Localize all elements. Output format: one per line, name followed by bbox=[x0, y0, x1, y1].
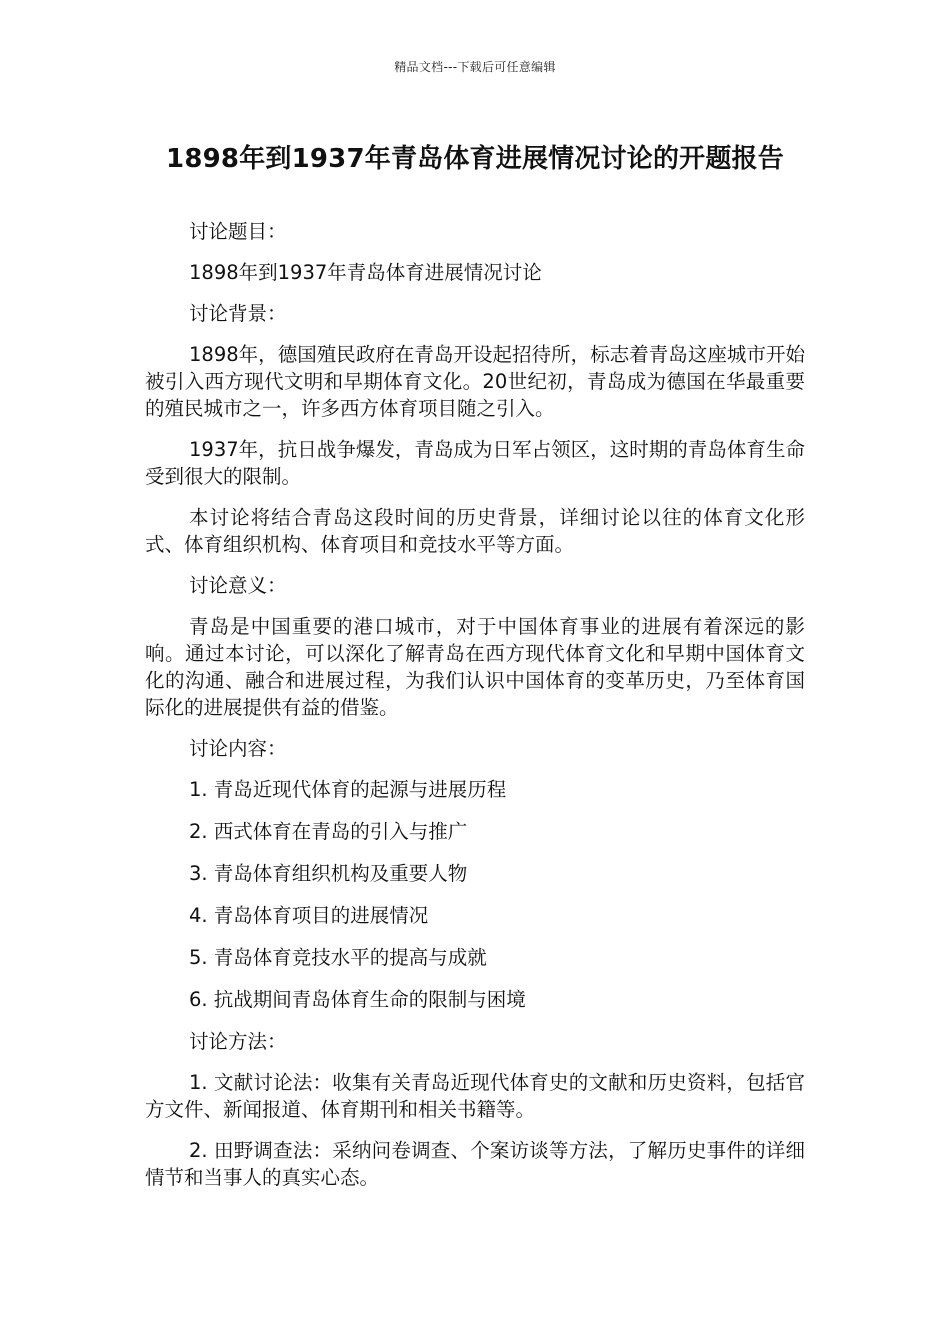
method-list-item: 1. 文献讨论法：收集有关青岛近现代体育史的文献和历史资料，包括官方文件、新闻报道、体育期刊和相关书籍等。 bbox=[145, 1071, 805, 1121]
topic-label: 讨论题目： bbox=[189, 220, 287, 243]
content-list-item: 1. 青岛近现代体育的起源与进展历程 bbox=[189, 778, 507, 801]
method-list-item: 2. 田野调查法：采纳问卷调查、个案访谈等方法，了解历史事件的详细情节和当事人的真实心态。 bbox=[145, 1139, 805, 1189]
significance-label: 讨论意义： bbox=[189, 574, 287, 597]
content-list-item: 2. 西式体育在青岛的引入与推广 bbox=[189, 820, 468, 843]
content-label: 讨论内容： bbox=[189, 737, 287, 760]
background-paragraph-1: 1898年，德国殖民政府在青岛开设起招待所，标志着青岛这座城市开始被引入西方现代文明和早期体育文化。20世纪初，青岛成为德国在华最重要的殖民城市之一，许多西方体育项目随之引入。 bbox=[145, 343, 805, 420]
method-label: 讨论方法： bbox=[189, 1030, 287, 1053]
significance-paragraph: 青岛是中国重要的港口城市，对于中国体育事业的进展有着深远的影响。通过本讨论，可以深化了解青岛在西方现代体育文化和早期中国体育文化的沟通、融合和进展过程，为我们认识中国体育的变革历史，乃至体育国际化的进展提供有益的借鉴。 bbox=[145, 615, 805, 719]
background-paragraph-2: 1937年，抗日战争爆发，青岛成为日军占领区，这时期的青岛体育生命受到很大的限制。 bbox=[145, 438, 805, 488]
background-label: 讨论背景： bbox=[189, 302, 287, 325]
content-list-item: 4. 青岛体育项目的进展情况 bbox=[189, 904, 429, 927]
content-list-item: 3. 青岛体育组织机构及重要人物 bbox=[189, 862, 468, 885]
document-body bbox=[145, 218, 805, 1205]
content-list-item: 6. 抗战期间青岛体育生命的限制与困境 bbox=[189, 988, 526, 1011]
background-paragraph-3: 本讨论将结合青岛这段时间的历史背景，详细讨论以往的体育文化形式、体育组织机构、体育项目和竞技水平等方面。 bbox=[145, 506, 805, 556]
header-note: 精品文档---下载后可任意编辑 bbox=[394, 60, 556, 74]
topic-text: 1898年到1937年青岛体育进展情况讨论 bbox=[189, 261, 542, 284]
content-list-item: 5. 青岛体育竞技水平的提高与成就 bbox=[189, 946, 487, 969]
document-title: 1898年到1937年青岛体育进展情况讨论的开题报告 bbox=[166, 144, 784, 174]
